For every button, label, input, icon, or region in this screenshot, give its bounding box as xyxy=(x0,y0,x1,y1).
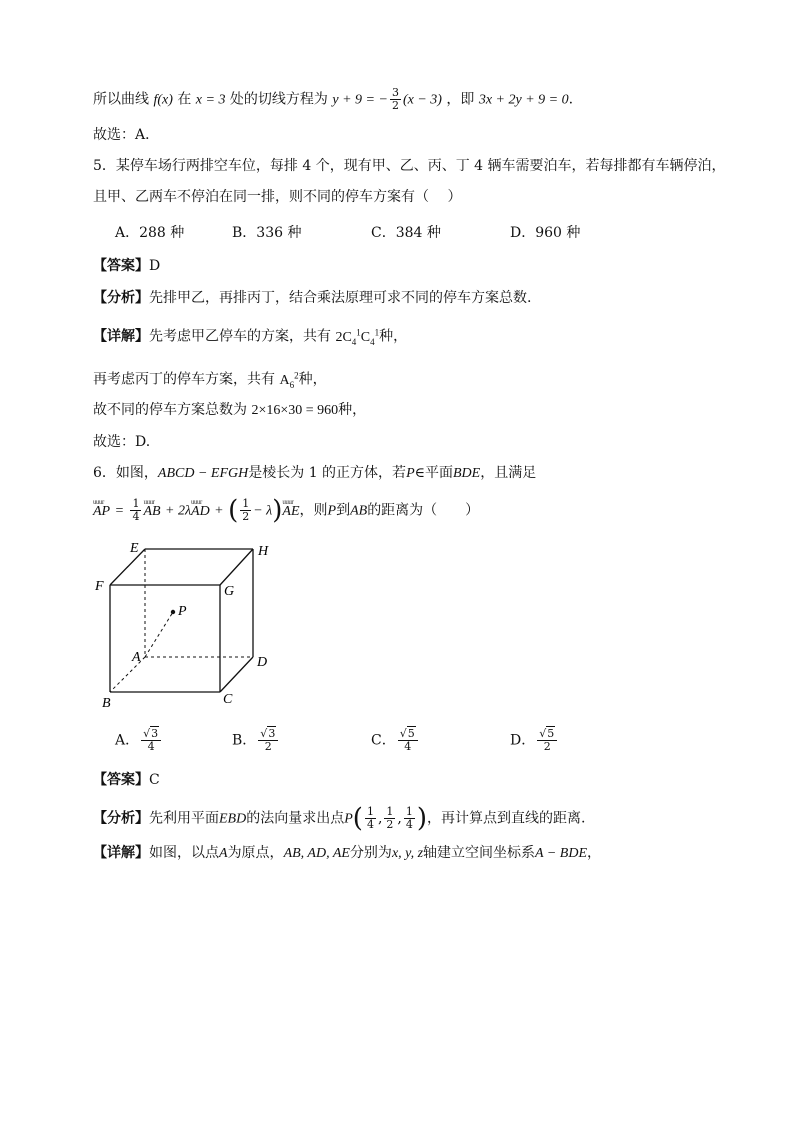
edge-fe xyxy=(110,549,145,585)
fraction-half: $\frac{1}{2}$ xyxy=(242,497,250,523)
answer-tag: 【答案】 xyxy=(93,258,149,274)
q5-analysis xyxy=(93,288,531,308)
text: . xyxy=(568,91,574,108)
q6-option-b: B． $\frac{√3}{2}$ xyxy=(232,728,280,753)
text: + 2λ xyxy=(165,503,192,519)
text: = xyxy=(114,503,125,519)
text: ，则 xyxy=(299,502,328,519)
cube-diagram xyxy=(90,536,290,714)
q5-detail xyxy=(93,322,407,351)
math-eq-left: y + 9 = − xyxy=(332,92,388,108)
answer-value: D xyxy=(149,258,161,274)
text: 先考虑甲乙停车的方案，共有 xyxy=(149,328,331,345)
text: ，且满足 xyxy=(480,465,537,481)
text: + xyxy=(214,503,224,519)
math-cube: ABCD − EFGH xyxy=(157,466,249,481)
label-c: C xyxy=(223,692,233,707)
text: 种， xyxy=(379,328,408,345)
answer-tag: 【答案】 xyxy=(93,772,149,788)
label-g: G xyxy=(224,584,235,599)
text: 轴建立空间坐标系 xyxy=(423,845,536,861)
label-e: E xyxy=(130,541,139,556)
vector-ab: uuur AB xyxy=(143,502,160,522)
q6-analysis: 【分析】先利用平面EBD的法向量求出点P( $\frac{1}{4}$ , $\frac{1}{2}$ , $\frac{1}{4}$ )，再计算点到直线的距离. xyxy=(93,803,586,834)
vector-ap: uuur AP xyxy=(93,502,110,522)
q5-option-a: A．288 种 xyxy=(115,225,185,241)
choose-a: 故选：A． xyxy=(93,127,160,143)
q6-option-c: C． $\frac{√5}{4}$ xyxy=(371,728,420,753)
fraction: $\frac{3}{2}$ xyxy=(391,86,399,112)
text: 先利用平面 xyxy=(149,810,219,827)
text: 的法向量求出点 xyxy=(246,810,345,827)
analysis-tag: 【分析】 xyxy=(93,810,149,827)
text: 处的切线方程为 xyxy=(229,91,328,108)
math-xyz: x, y, z xyxy=(391,846,424,861)
label-h: H xyxy=(258,544,269,559)
math-p: P xyxy=(406,466,415,481)
math-eq-right: (x − 3) xyxy=(402,92,442,108)
label-a: A xyxy=(132,650,141,665)
edge-gh xyxy=(220,549,253,585)
q6-answer xyxy=(93,770,160,790)
q5-option-b: B．336 种 xyxy=(232,225,302,241)
text: 种， xyxy=(338,402,367,418)
text: ，再计算点到直线的距离. xyxy=(427,810,586,827)
detail-tag: 【详解】 xyxy=(93,328,149,345)
text: 到 xyxy=(336,502,351,519)
text: 在 xyxy=(177,91,192,108)
math-x3: x = 3 xyxy=(195,92,226,108)
text: 如图，以点 xyxy=(149,845,219,861)
text: ∈平面 xyxy=(414,465,453,481)
math-eq2: 3x + 2y + 9 = 0 xyxy=(478,92,569,108)
math-p: P xyxy=(344,811,353,827)
q6-option-d: D． $\frac{√5}{2}$ xyxy=(510,728,559,753)
q5-option-c: C．384 种 xyxy=(371,225,441,241)
text: 为原点， xyxy=(227,845,284,861)
label-b: B xyxy=(102,696,111,711)
q6-detail xyxy=(93,843,601,864)
math-a: A xyxy=(219,846,228,861)
answer-value: C xyxy=(149,772,160,788)
analysis-tag: 【分析】 xyxy=(93,290,149,306)
vector-ae: uuur AE xyxy=(282,502,299,522)
label-p: P xyxy=(178,604,187,619)
q6-option-a: A． $\frac{√3}{4}$ xyxy=(115,728,163,753)
text: 所以曲线 xyxy=(93,91,149,108)
vector-ad: uuur AD xyxy=(191,502,210,522)
label-f: F xyxy=(95,579,104,594)
q5-detail-3 xyxy=(93,400,366,421)
math-p: P xyxy=(327,503,337,519)
segment-ap xyxy=(145,612,173,657)
math-ebd: EBD xyxy=(219,811,247,827)
math-bde: BDE xyxy=(453,466,481,481)
math-system: A − BDE xyxy=(535,846,588,861)
text: ， xyxy=(587,845,602,861)
math-fx: f(x) xyxy=(153,92,173,108)
fraction-quarter: $\frac{1}{4}$ xyxy=(132,497,140,523)
text: 分别为 xyxy=(349,845,392,861)
label-d: D xyxy=(257,655,268,670)
text: 6．如图， xyxy=(93,465,158,481)
tangent-line-sentence xyxy=(93,87,573,112)
q5-answer xyxy=(93,256,160,276)
analysis-text: 先排甲乙，再排丙丁，结合乘法原理可求不同的停车方案总数. xyxy=(149,290,532,306)
q5-choose: 故选：D. xyxy=(93,434,151,450)
product-expr: 2×16×30 = 960 xyxy=(251,403,339,418)
text: 种， xyxy=(298,371,327,388)
text: 的距离为（ ） xyxy=(367,502,480,519)
text: ，即 xyxy=(446,91,475,108)
q6-stem-line1 xyxy=(93,463,536,484)
detail-tag: 【详解】 xyxy=(93,845,149,861)
q5-stem-line2: 且甲、乙两车不停泊在同一排，则不同的停车方案有（ ） xyxy=(93,189,462,205)
math-ab: AB xyxy=(350,503,368,519)
math-axes: AB, AD, AE xyxy=(283,846,350,861)
arrangement-expr: $A_6^2$ xyxy=(279,370,299,390)
edge-cd xyxy=(220,657,253,692)
text: 是棱长为 1 的正方体，若 xyxy=(248,465,407,481)
text: 故不同的停车方案总数为 xyxy=(93,402,247,418)
q5-detail-2 xyxy=(93,365,327,394)
q5-option-d: D．960 种 xyxy=(510,225,581,241)
q6-stem-line2: uuur AP = $\frac{1}{4}$ uuur AB + 2λuuur AD + ( $\frac{1}{2}$ − λ)uuur AE，则P到AB的距离为（ ） xyxy=(93,498,479,523)
text: 再考虑丙丁的停车方案，共有 xyxy=(93,371,275,388)
combination-expr: $2C_4^1C_4^1$ xyxy=(335,327,380,347)
q5-stem-line1: 5．某停车场行两排空车位，每排 4 个，现有甲、乙、丙、丁 4 辆车需要泊车，若每排都有车辆停泊， xyxy=(93,158,726,174)
text: − λ xyxy=(253,503,273,519)
point-p xyxy=(171,610,175,614)
